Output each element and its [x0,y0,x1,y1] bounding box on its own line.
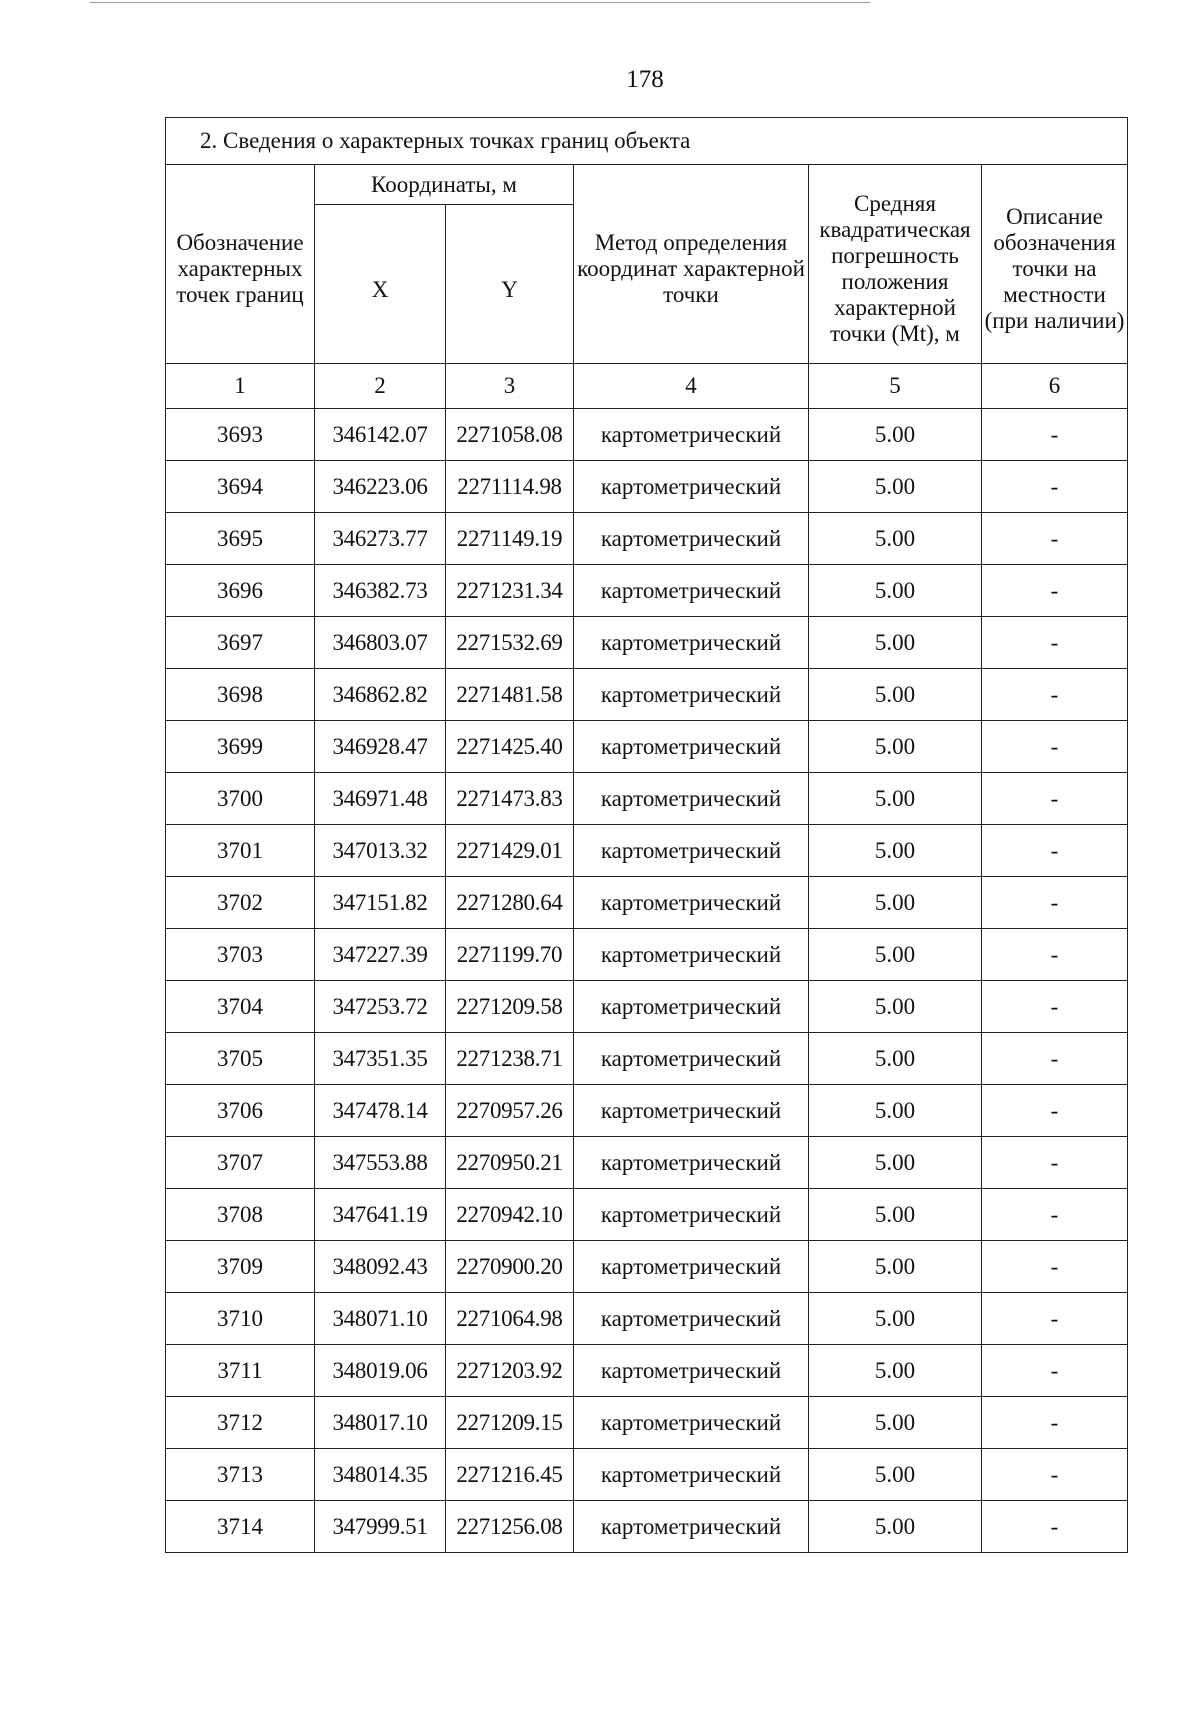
table-body [166,118,1128,1553]
cell-x: 346803.07 [315,617,446,669]
cell-description: - [982,669,1128,721]
column-number: 4 [574,364,809,409]
cell-method: картометрический [574,981,809,1033]
cell-method: картометрический [574,617,809,669]
cell-y: 2271481.58 [446,669,574,721]
cell-method: картометрический [574,877,809,929]
cell-x: 348014.35 [315,1449,446,1501]
cell-method: картометрический [574,1241,809,1293]
cell-point: 3708 [166,1189,315,1241]
cell-method: картометрический [574,929,809,981]
cell-x: 348071.10 [315,1293,446,1345]
column-number: 3 [446,364,574,409]
cell-x: 347641.19 [315,1189,446,1241]
cell-point: 3695 [166,513,315,565]
cell-method: картометрический [574,1085,809,1137]
cell-point: 3703 [166,929,315,981]
table-row [166,825,1128,877]
cell-x: 347553.88 [315,1137,446,1189]
cell-x: 347227.39 [315,929,446,981]
header-row [166,165,1128,205]
cell-accuracy: 5.00 [809,877,982,929]
cell-point: 3696 [166,565,315,617]
header-accuracy: Средняя квадратическая погрешность положения характерной точки (Mt), м [809,165,982,364]
cell-accuracy: 5.00 [809,825,982,877]
cell-method: картометрический [574,1397,809,1449]
cell-y: 2271429.01 [446,825,574,877]
cell-y: 2271058.08 [446,409,574,461]
cell-y: 2271209.58 [446,981,574,1033]
table-row [166,877,1128,929]
cell-description: - [982,1345,1128,1397]
cell-accuracy: 5.00 [809,617,982,669]
cell-point: 3700 [166,773,315,825]
cell-method: картометрический [574,1345,809,1397]
cell-description: - [982,1293,1128,1345]
table-row [166,1241,1128,1293]
table-row [166,513,1128,565]
cell-accuracy: 5.00 [809,1085,982,1137]
cell-method: картометрический [574,513,809,565]
cell-accuracy: 5.00 [809,409,982,461]
cell-x: 346928.47 [315,721,446,773]
cell-point: 3710 [166,1293,315,1345]
cell-point: 3702 [166,877,315,929]
cell-point: 3709 [166,1241,315,1293]
cell-description: - [982,1189,1128,1241]
cell-method: картометрический [574,409,809,461]
cell-description: - [982,513,1128,565]
table-row [166,1345,1128,1397]
cell-method: картометрический [574,1449,809,1501]
cell-description: - [982,981,1128,1033]
page-number: 178 [626,66,664,93]
cell-description: - [982,461,1128,513]
cell-description: - [982,929,1128,981]
cell-description: - [982,1449,1128,1501]
header-method: Метод определения координат характерной точки [574,165,809,364]
cell-y: 2271425.40 [446,721,574,773]
cell-x: 348019.06 [315,1345,446,1397]
table-row [166,1085,1128,1137]
cell-y: 2271064.98 [446,1293,574,1345]
cell-y: 2270942.10 [446,1189,574,1241]
table-row [166,773,1128,825]
cell-point: 3706 [166,1085,315,1137]
cell-description: - [982,1501,1128,1553]
table-row [166,1501,1128,1553]
cell-accuracy: 5.00 [809,1189,982,1241]
cell-method: картометрический [574,1033,809,1085]
cell-accuracy: 5.00 [809,461,982,513]
cell-x: 346142.07 [315,409,446,461]
table-row [166,1137,1128,1189]
cell-method: картометрический [574,721,809,773]
table-row [166,721,1128,773]
cell-description: - [982,1033,1128,1085]
cell-y: 2271473.83 [446,773,574,825]
cell-accuracy: 5.00 [809,981,982,1033]
cell-description: - [982,773,1128,825]
table-row [166,565,1128,617]
cell-y: 2271256.08 [446,1501,574,1553]
cell-x: 347013.32 [315,825,446,877]
cell-accuracy: 5.00 [809,1137,982,1189]
cell-point: 3694 [166,461,315,513]
table-row [166,1189,1128,1241]
section-title-row [166,118,1128,165]
cell-method: картометрический [574,825,809,877]
cell-point: 3714 [166,1501,315,1553]
cell-method: картометрический [574,1137,809,1189]
cell-point: 3712 [166,1397,315,1449]
cell-description: - [982,1397,1128,1449]
cell-x: 347351.35 [315,1033,446,1085]
cell-description: - [982,409,1128,461]
cell-y: 2271280.64 [446,877,574,929]
cell-accuracy: 5.00 [809,773,982,825]
cell-method: картометрический [574,1293,809,1345]
table-row [166,669,1128,721]
header-coordinates: Координаты, м [315,165,574,205]
cell-method: картометрический [574,461,809,513]
cell-description: - [982,565,1128,617]
cell-method: картометрический [574,565,809,617]
cell-x: 346382.73 [315,565,446,617]
cell-y: 2270950.21 [446,1137,574,1189]
table-row [166,461,1128,513]
cell-description: - [982,1241,1128,1293]
cell-y: 2271114.98 [446,461,574,513]
cell-accuracy: 5.00 [809,1501,982,1553]
table-row [166,617,1128,669]
scan-edge-line [90,2,870,3]
cell-point: 3704 [166,981,315,1033]
cell-x: 346862.82 [315,669,446,721]
cell-x: 346273.77 [315,513,446,565]
cell-method: картометрический [574,1189,809,1241]
table-row [166,1397,1128,1449]
column-number: 2 [315,364,446,409]
cell-point: 3699 [166,721,315,773]
cell-method: картометрический [574,1501,809,1553]
cell-point: 3693 [166,409,315,461]
cell-x: 347151.82 [315,877,446,929]
cell-y: 2270900.20 [446,1241,574,1293]
cell-accuracy: 5.00 [809,513,982,565]
cell-description: - [982,877,1128,929]
cell-accuracy: 5.00 [809,929,982,981]
cell-y: 2271209.15 [446,1397,574,1449]
cell-accuracy: 5.00 [809,669,982,721]
header-x: X [315,205,446,364]
cell-x: 347253.72 [315,981,446,1033]
cell-accuracy: 5.00 [809,1345,982,1397]
boundary-points-table [165,117,1128,1553]
table-row [166,1449,1128,1501]
cell-x: 347478.14 [315,1085,446,1137]
cell-description: - [982,1085,1128,1137]
cell-point: 3705 [166,1033,315,1085]
cell-y: 2270957.26 [446,1085,574,1137]
cell-x: 348017.10 [315,1397,446,1449]
cell-x: 346223.06 [315,461,446,513]
column-number: 5 [809,364,982,409]
cell-y: 2271532.69 [446,617,574,669]
cell-description: - [982,617,1128,669]
cell-y: 2271238.71 [446,1033,574,1085]
cell-y: 2271203.92 [446,1345,574,1397]
header-point: Обозначение характерных точек границ [166,165,315,364]
cell-accuracy: 5.00 [809,1397,982,1449]
cell-y: 2271216.45 [446,1449,574,1501]
cell-description: - [982,721,1128,773]
cell-accuracy: 5.00 [809,1033,982,1085]
cell-x: 347999.51 [315,1501,446,1553]
cell-point: 3701 [166,825,315,877]
column-number: 1 [166,364,315,409]
table-row [166,981,1128,1033]
cell-x: 348092.43 [315,1241,446,1293]
table-row [166,409,1128,461]
cell-accuracy: 5.00 [809,1449,982,1501]
cell-accuracy: 5.00 [809,721,982,773]
column-numbers-row [166,364,1128,409]
cell-accuracy: 5.00 [809,565,982,617]
cell-x: 346971.48 [315,773,446,825]
cell-point: 3707 [166,1137,315,1189]
cell-method: картометрический [574,773,809,825]
header-description: Описание обозначения точки на местности (при наличии) [982,165,1128,364]
column-number: 6 [982,364,1128,409]
table-row [166,929,1128,981]
cell-description: - [982,825,1128,877]
cell-accuracy: 5.00 [809,1293,982,1345]
cell-method: картометрический [574,669,809,721]
cell-point: 3711 [166,1345,315,1397]
cell-point: 3697 [166,617,315,669]
cell-point: 3698 [166,669,315,721]
header-y: Y [446,205,574,364]
cell-y: 2271149.19 [446,513,574,565]
section-title: 2. Сведения о характерных точках границ объекта [166,118,1128,165]
cell-accuracy: 5.00 [809,1241,982,1293]
cell-y: 2271231.34 [446,565,574,617]
table-row [166,1293,1128,1345]
cell-description: - [982,1137,1128,1189]
table-row [166,1033,1128,1085]
cell-y: 2271199.70 [446,929,574,981]
cell-point: 3713 [166,1449,315,1501]
